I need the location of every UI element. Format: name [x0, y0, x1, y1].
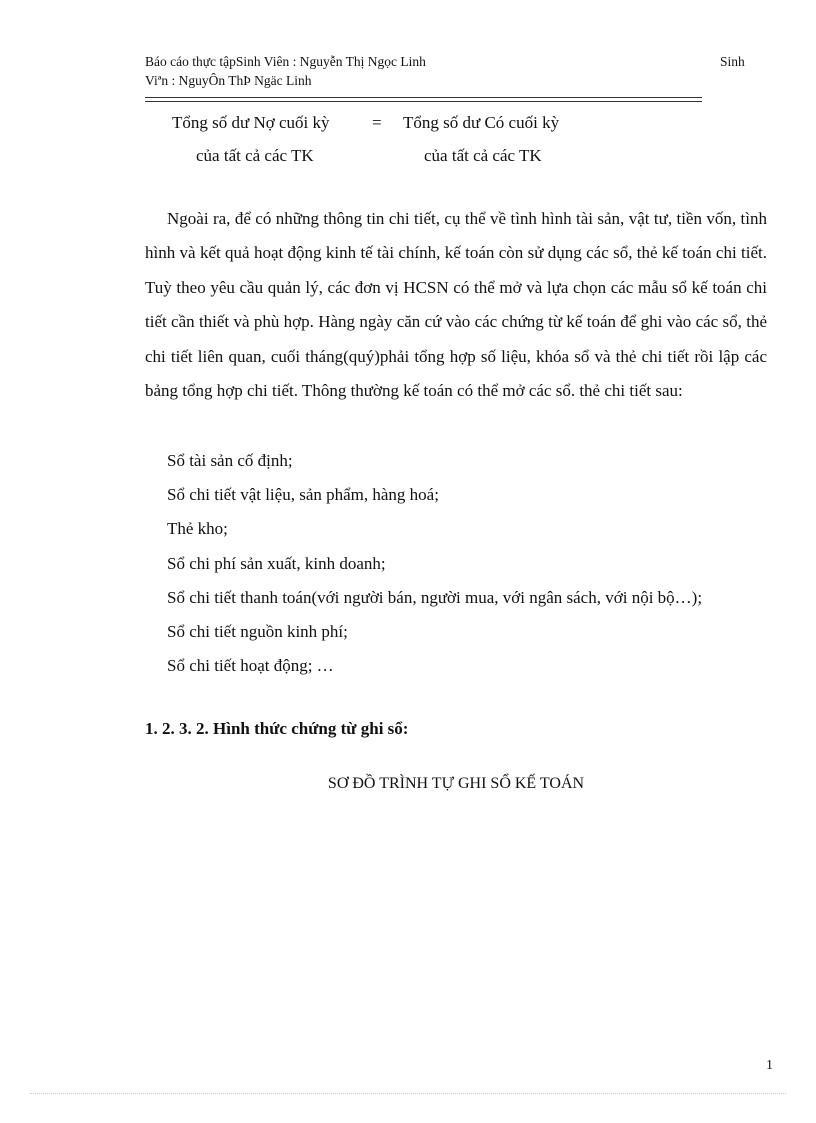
- body-paragraph: [145, 202, 767, 408]
- section-heading: 1. 2. 3. 2. Hình thức chứng từ ghi sổ:: [145, 719, 409, 738]
- header-right-text: Sinh: [720, 54, 745, 69]
- equation-left-top: Tổng số dư Nợ cuối kỳ: [172, 113, 330, 132]
- page-number: 1: [766, 1058, 773, 1073]
- list-item: Sổ tài sản cố định;: [167, 451, 293, 470]
- header-line-1: Báo cáo thực tậpSinh Viên : Nguyễn Thị Ngọc Linh: [145, 54, 426, 69]
- equation-right-bottom: của tất cả các TK: [424, 146, 542, 165]
- ledger-list: [167, 444, 702, 683]
- header-line-2: Viªn : NguyÔn ThÞ Ngäc Linh: [145, 73, 312, 88]
- header-rule-top: [145, 97, 702, 98]
- equation-equals-sign: =: [372, 113, 382, 132]
- diagram-title: SƠ ĐỒ TRÌNH TỰ GHI SỔ KẾ TOÁN: [327, 775, 585, 792]
- list-item: Sổ chi phí sản xuất, kinh doanh;: [167, 553, 386, 573]
- list-item: Sổ chi tiết nguồn kinh phí;: [167, 622, 348, 642]
- list-item: Thẻ kho;: [167, 519, 228, 539]
- paragraph-text: Ngoài ra, để có những thông tin chi tiết, cụ thể về tình hình tài sản, vật tư, tiền vốn, tình hình và kết quả hoạt động kinh tế tài chính, kế toán còn sử dụng các sổ, thẻ kế toán chi tiết. Tuỳ theo yêu cầu quản lý, các đơn vị HCSN có thể mở và lựa chọn các mẫu sổ kế toán chi tiết cần thiết và phù hợp. Hàng ngày căn cứ vào các chứng từ kế toán để ghi vào các sổ, thẻ chi tiết liên quan, cuối tháng(quý)phải tổng hợp số liệu, khóa sổ và thẻ chi tiết rồi lập các bảng tổng hợp chi tiết. Thông thường kế toán có thể mở các sổ. thẻ chi tiết sau:: [145, 209, 767, 401]
- header-rule-bottom: [145, 101, 702, 102]
- equation-left-bottom: của tất cả các TK: [196, 146, 314, 165]
- list-item: Sổ chi tiết vật liệu, sản phẩm, hàng hoá;: [167, 485, 439, 505]
- footer-divider: [30, 1093, 786, 1094]
- list-item: Sổ chi tiết thanh toán(với người bán, người mua, với ngân sách, với nội bộ…);: [167, 587, 703, 607]
- equation-right-top: Tổng số dư Có cuối kỳ: [403, 113, 560, 132]
- list-item: Sổ chi tiết hoạt động; …: [167, 656, 334, 676]
